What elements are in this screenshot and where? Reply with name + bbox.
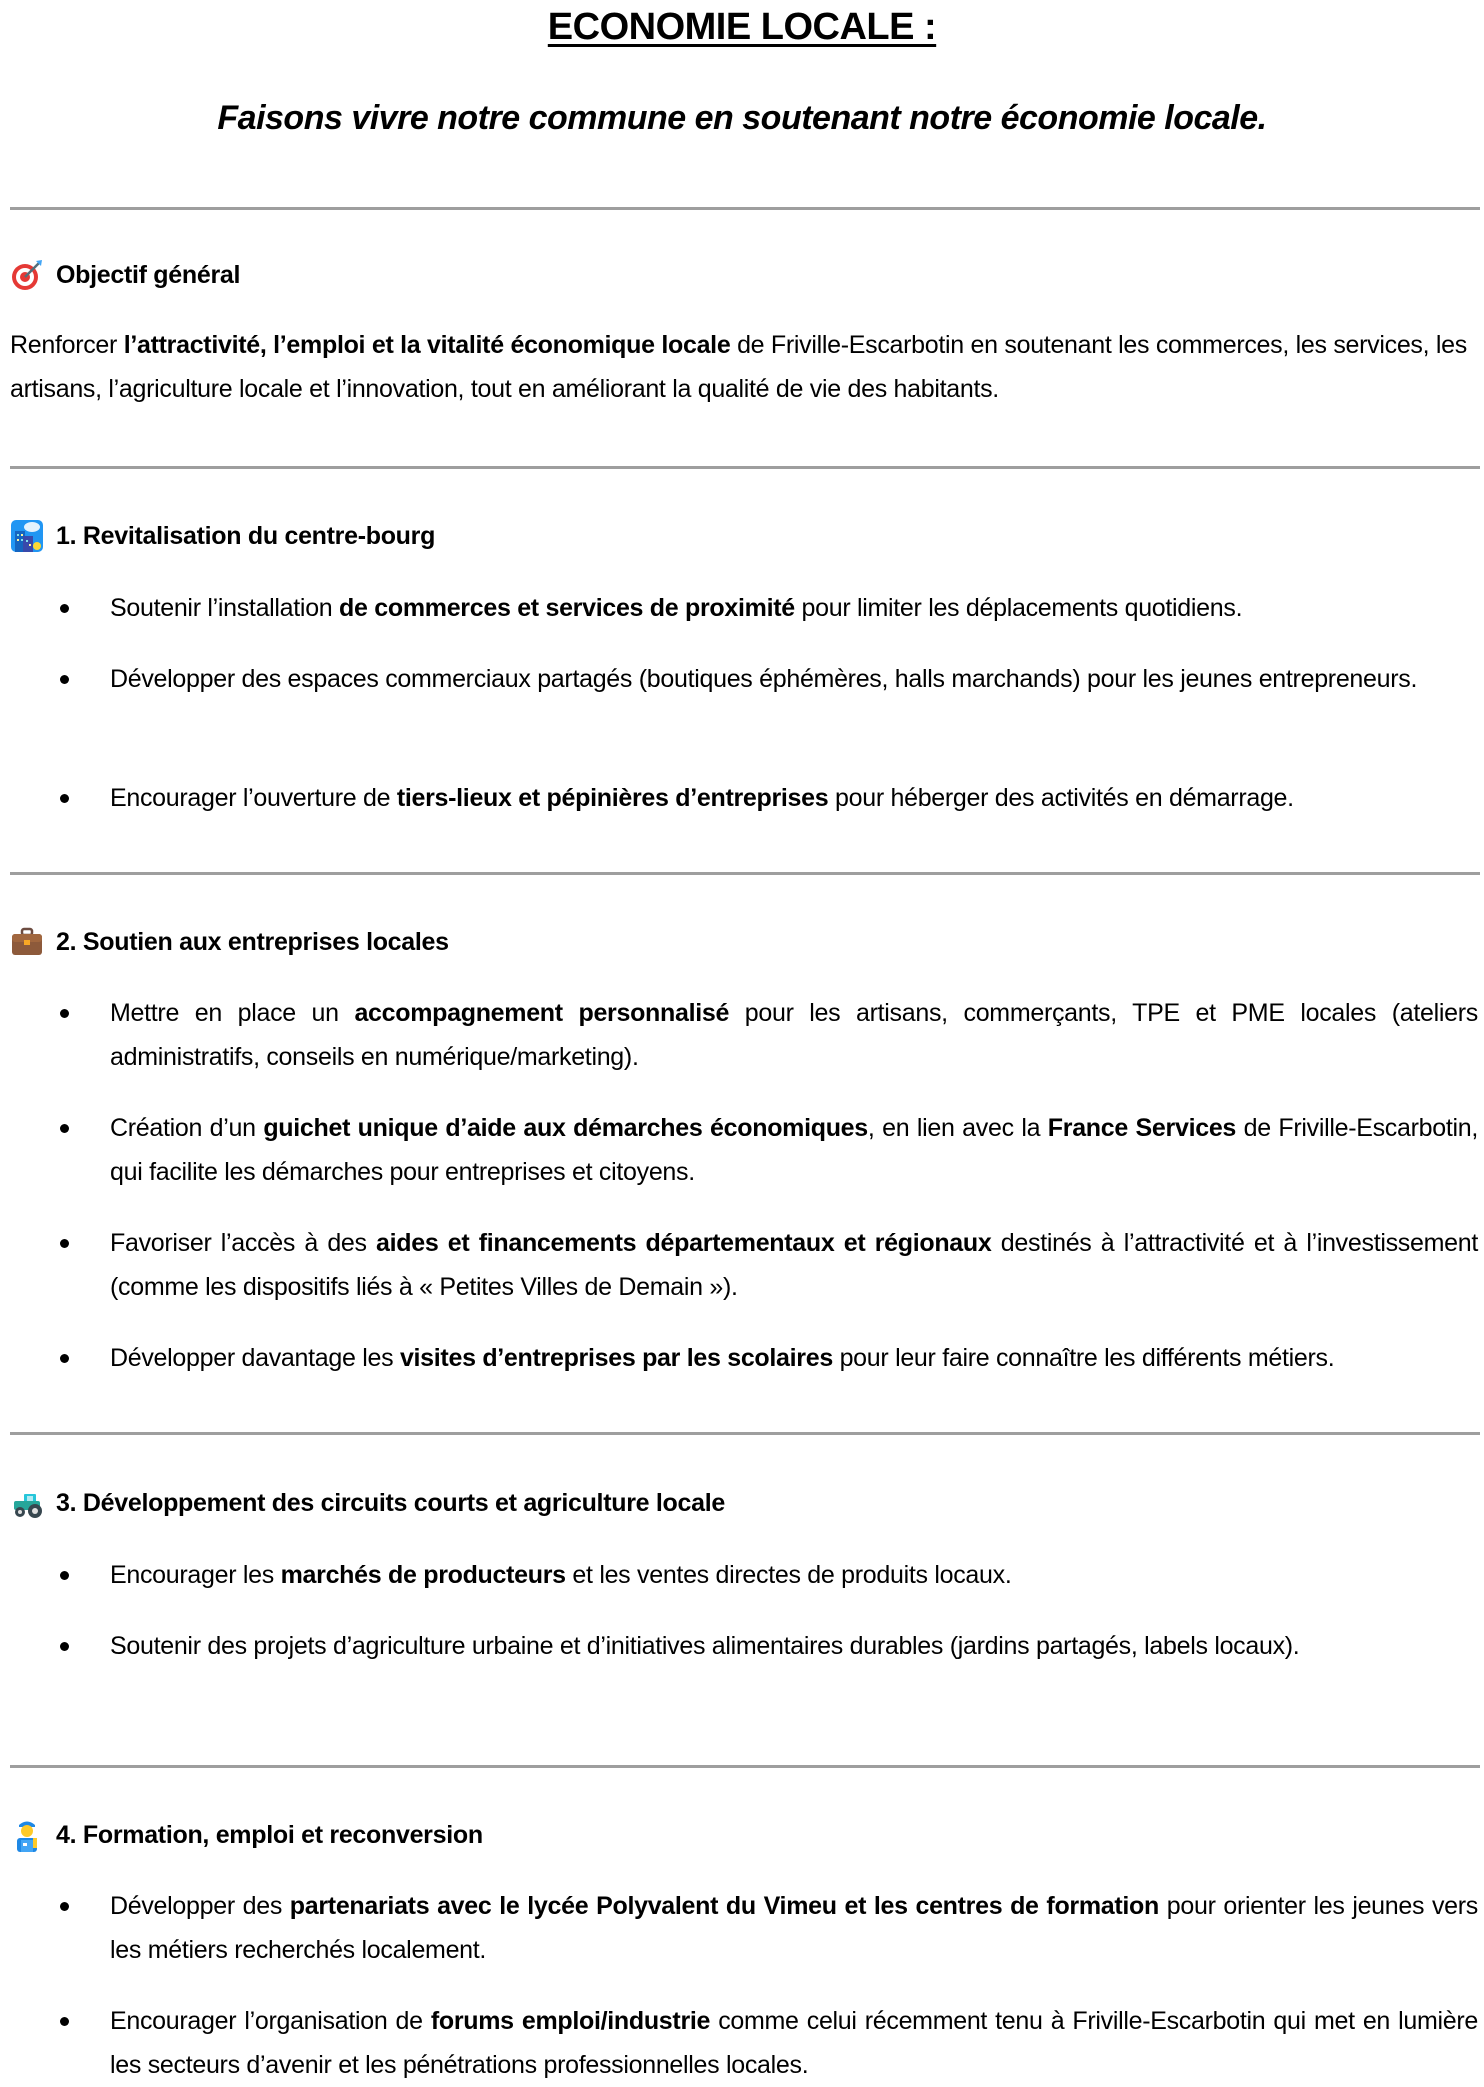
list-item: [110, 1884, 1478, 1972]
text-run: Favoriser l’accès à des: [110, 1229, 377, 1257]
section-4-heading: [10, 1815, 483, 1855]
bold-text-run: de commerces et services de proximité: [339, 594, 795, 622]
text-run: Encourager les: [110, 1561, 281, 1589]
section-4-heading-text: 4. Formation, emploi et reconversion: [56, 1820, 483, 1849]
divider: [10, 1765, 1480, 1768]
text-run: Renforcer: [10, 331, 124, 359]
text-run: de Friville-Escarbotin en soutenant les commerces, les services, les artisans, l’agriculture locale et l’innovation, tout en améliorant la qualité de vie des habitants.: [10, 331, 1467, 403]
text-run: Mettre en place un: [110, 999, 355, 1027]
text-run: Soutenir des projets d’agriculture urbaine et d’initiatives alimentaires durables (jardins partagés, labels locaux).: [110, 1632, 1300, 1660]
bold-text-run: l’attractivité, l’emploi et la vitalité économique locale: [123, 331, 731, 359]
target-icon: [10, 258, 44, 292]
text-run: pour héberger des activités en démarrage.: [828, 784, 1294, 812]
objective-text: [10, 323, 1478, 411]
text-run: comme celui récemment tenu à Friville-Escarbotin qui met en lumière les secteurs d’avenir et les pénétrations professionnelles locales.: [110, 2007, 1478, 2079]
list-item: [110, 1999, 1478, 2087]
text-run: et les ventes directes de produits locaux.: [565, 1561, 1012, 1589]
text-run: Développer des espaces commerciaux partagés (boutiques éphémères, halls marchands) pour les jeunes entrepreneurs.: [110, 665, 1418, 693]
list-item: [110, 657, 1478, 701]
text-run: de Friville-Escarbotin, qui facilite les démarches pour entreprises et citoyens.: [110, 1114, 1478, 1186]
text-run: pour orienter les jeunes vers les métiers recherchés localement.: [110, 1892, 1478, 1964]
section-1-heading: [10, 516, 435, 556]
text-run: Développer davantage les: [110, 1344, 400, 1372]
text-run: Encourager l’ouverture de: [110, 784, 397, 812]
text-run: Soutenir l’installation: [110, 594, 340, 622]
city-icon: [10, 519, 44, 553]
bold-text-run: aides et financements départementaux et régionaux: [376, 1229, 992, 1257]
objective-heading: [10, 255, 240, 295]
text-run: pour limiter les déplacements quotidiens.: [794, 594, 1243, 622]
tractor-icon: [10, 1486, 44, 1520]
section-3-heading-text: 3. Développement des circuits courts et agriculture locale: [56, 1488, 725, 1517]
divider: [10, 1432, 1480, 1435]
bold-text-run: France Services: [1047, 1114, 1237, 1142]
text-run: Création d’un: [110, 1114, 264, 1142]
bold-text-run: guichet unique d’aide aux démarches économiques: [263, 1114, 868, 1142]
section-2-heading: [10, 922, 449, 962]
divider: [10, 466, 1480, 469]
list-item: [110, 1221, 1478, 1309]
list-item: [110, 1553, 1478, 1597]
objective-heading-text: Objectif général: [56, 260, 241, 289]
text-run: Développer des: [110, 1892, 290, 1920]
list-item: [110, 586, 1478, 630]
mechanic-worker-icon: [10, 1818, 44, 1852]
text-run: pour les artisans, commerçants, TPE et PME locales (ateliers administratifs, conseils en numérique/marketing).: [110, 999, 1478, 1071]
text-run: , en lien avec la: [867, 1114, 1048, 1142]
bold-text-run: tiers-lieux et pépinières d’entreprises: [396, 784, 829, 812]
section-3-heading: [10, 1483, 725, 1523]
briefcase-icon: [10, 925, 44, 959]
divider: [10, 207, 1480, 210]
bold-text-run: accompagnement personnalisé: [354, 999, 730, 1027]
section-1-heading-text: 1. Revitalisation du centre-bourg: [56, 521, 436, 550]
list-item: [110, 1336, 1478, 1380]
list-item: [110, 1624, 1478, 1668]
list-item: [110, 776, 1478, 820]
text-run: Encourager l’organisation de: [110, 2007, 431, 2035]
document-title: ECONOMIE LOCALE :: [547, 6, 937, 48]
text-run: pour leur faire connaître les différents métiers.: [832, 1344, 1335, 1372]
document-subtitle: Faisons vivre notre commune en soutenant notre économie locale.: [217, 99, 1267, 137]
list-item: [110, 1106, 1478, 1194]
bold-text-run: partenariats avec le lycée Polyvalent du Vimeu et les centres de formation: [289, 1892, 1159, 1920]
text-run: destinés à l’attractivité et à l’investissement (comme les dispositifs liés à « Petites Villes de Demain »).: [110, 1229, 1478, 1301]
divider: [10, 872, 1480, 875]
section-2-heading-text: 2. Soutien aux entreprises locales: [56, 927, 449, 956]
bold-text-run: visites d’entreprises par les scolaires: [399, 1344, 833, 1372]
list-item: [110, 991, 1478, 1079]
bold-text-run: marchés de producteurs: [280, 1561, 566, 1589]
bold-text-run: forums emploi/industrie: [430, 2007, 711, 2035]
